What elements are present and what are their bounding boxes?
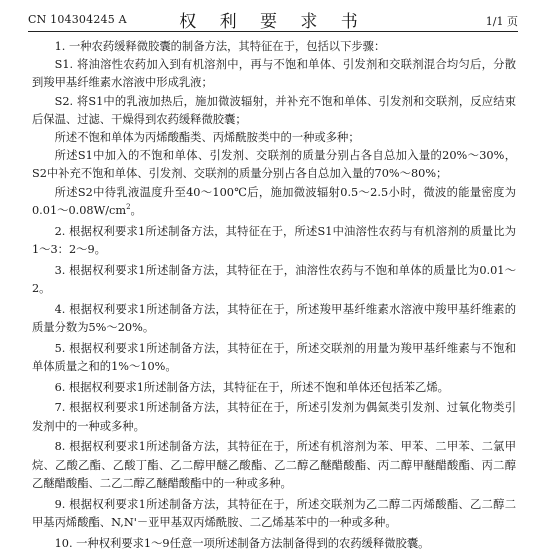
claim-4: 4. 根据权利要求1所述制备方法，其特征在于，所述羧甲基纤维素水溶液中羧甲基纤维素的质量分数为5%～20%。 — [32, 302, 516, 334]
header-divider — [28, 31, 518, 32]
page-title: 权 利 要 求 书 — [179, 12, 367, 32]
claim-10: 10. 一种权利要求1～9任意一项所述制备方法制备得到的农药缓释微胶囊。 — [54, 536, 430, 550]
superscript-two: 2 — [126, 203, 131, 212]
claim-1-step-s1: S1. 将油溶性农药加入到有机溶剂中，再与不饱和单体、引发剂和交联剂混合均匀后，分散到羧甲基纤维素水溶液中形成乳液； — [32, 58, 516, 90]
claim-3: 3. 根据权利要求1所述制备方法，其特征在于，油溶性农药与不饱和单体的质量比为0.01～2。 — [32, 263, 516, 295]
claim-1-end-mark: 。 — [130, 203, 142, 217]
claim-9: 9. 根据权利要求1所述制备方法，其特征在于，所述交联剂为乙二醇二丙烯酸酯、乙二醇二甲基丙烯酸酯、N,N'－亚甲基双丙烯酰胺、二乙烯基苯中的一种或多种。 — [32, 497, 516, 529]
claim-1-intro: 1. 一种农药缓释微胶囊的制备方法，其特征在于，包括以下步骤： — [54, 40, 386, 53]
claim-7: 7. 根据权利要求1所述制备方法，其特征在于，所述引发剂为偶氮类引发剂、过氧化物类引发剂中的一种或多种。 — [32, 401, 516, 433]
claim-1-microwave-text: 所述S2中待乳液温度升至40～100℃后，施加微波辐射0.5～2.5小时，微波的能量密度为0.01～0.08W/cm — [32, 185, 516, 217]
claim-5: 5. 根据权利要求1所述制备方法，其特征在于，所述交联剂的用量为羧甲基纤维素与不饱和单体质量之和的1%～10%。 — [32, 341, 516, 373]
claim-2: 2. 根据权利要求1所述制备方法，其特征在于，所述S1中油溶性农药与有机溶剂的质量比为1～3：2～9。 — [32, 224, 516, 256]
claim-1-ratio: 所述S1中加入的不饱和单体、引发剂、交联剂的质量分别占各自总加入量的20%～30%，S2中补充不饱和单体、引发剂、交联剂的质量分别占各自总加入量的70%～80%； — [32, 149, 516, 181]
page-number: 1/1 页 — [485, 15, 518, 28]
claims-body — [32, 38, 516, 553]
claim-6: 6. 根据权利要求1所述制备方法，其特征在于，所述不饱和单体还包括苯乙烯。 — [54, 380, 449, 394]
claim-1-monomer: 所述不饱和单体为丙烯酸酯类、丙烯酰胺类中的一种或多种； — [54, 131, 360, 145]
claim-1-microwave — [32, 184, 516, 220]
claim-8: 8. 根据权利要求1所述制备方法，其特征在于，所述有机溶剂为苯、甲苯、二甲苯、二氯甲烷、乙酸乙酯、乙酸丁酯、乙二醇甲醚乙酸酯、乙二醇乙醚醋酸酯、丙二醇甲醚醋酸酯、丙二醇乙醚醋酸酯、二乙二醇乙醚醋酸酯中的一种或多种。 — [32, 440, 516, 490]
page-header — [28, 6, 518, 30]
document-number: CN 104304245 A — [28, 13, 127, 26]
claim-1-step-s2: S2. 将S1中的乳液加热后，施加微波辐射，并补充不饱和单体、引发剂和交联剂，反应结束后保温、过滤、干燥得到农药缓释微胶囊； — [32, 94, 516, 126]
